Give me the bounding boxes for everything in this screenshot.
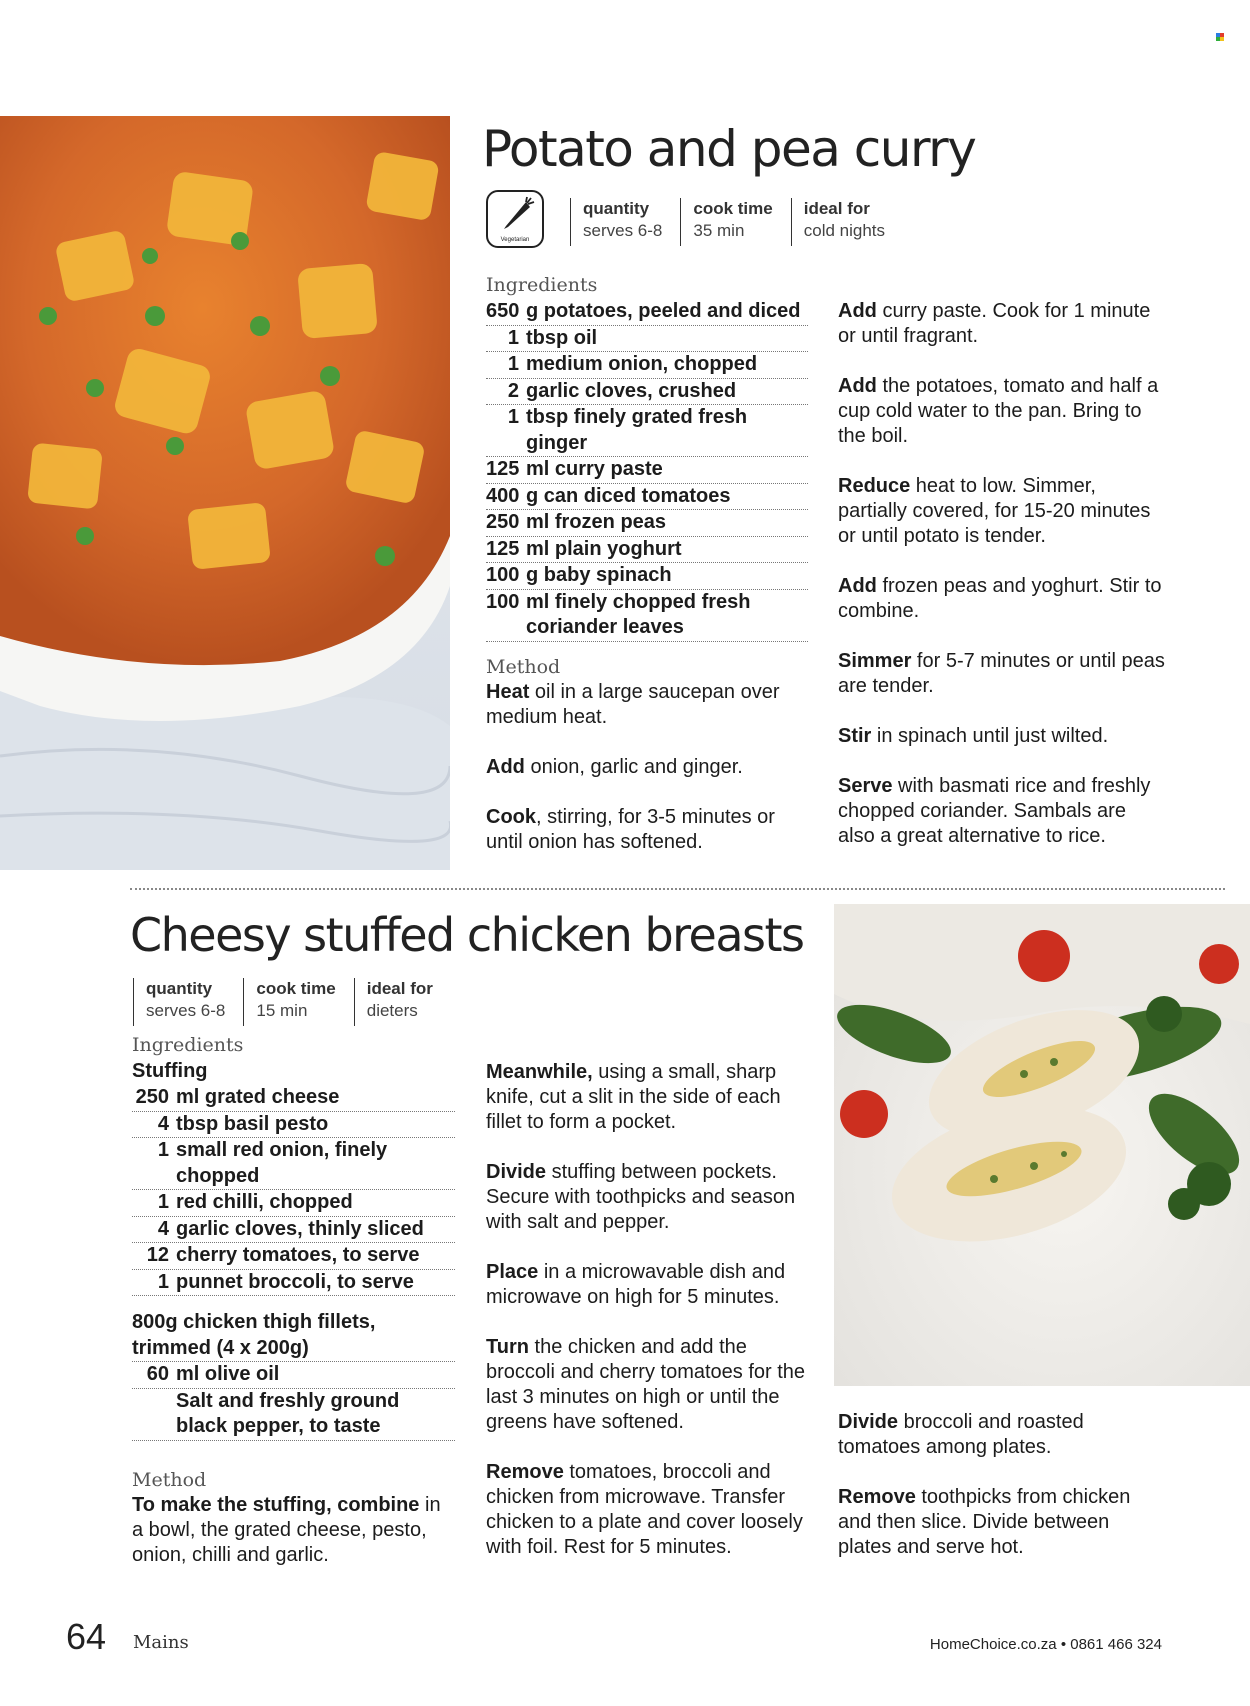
ingredient-qty: 4 — [157, 1217, 169, 1240]
method-heading: Method — [486, 656, 561, 678]
ingredient-item — [132, 1243, 455, 1270]
ingredient-qty: 650 — [486, 300, 520, 322]
step-text: with basmati rice and freshly chopped coriander. Sambals are also a great alternative to rice. — [838, 775, 1151, 847]
step-text: stuffing between pockets. Secure with toothpicks and season with salt and pepper. — [486, 1161, 796, 1233]
meta-ideal-for-value: cold nights — [803, 221, 886, 240]
potato-curry-photo — [0, 116, 450, 870]
footer-contact: HomeChoice.co.za • 0861 466 324 — [929, 1636, 1162, 1653]
ingredient-qty: 1 — [157, 1139, 169, 1161]
meta-ideal-for — [791, 198, 903, 246]
method-step — [838, 374, 1168, 449]
meta-ideal-for-label: ideal for — [366, 979, 433, 998]
method-step — [838, 724, 1168, 749]
ingredient-qty — [132, 1389, 176, 1440]
ingredient-item — [486, 326, 808, 353]
step-lead: Divide — [486, 1161, 547, 1183]
ingredient-qty: 400 — [486, 484, 520, 507]
ingredient-item — [486, 352, 808, 379]
vegetarian-badge-label: Vegetarian — [500, 237, 530, 243]
ingredient-text: chicken thigh fillets, trimmed (4 x 200g) — [132, 1311, 376, 1359]
recipe-title-potato-curry: Potato and pea curry — [482, 120, 976, 178]
ingredient-qty: 125 — [486, 537, 520, 560]
method-step — [486, 1160, 811, 1235]
step-lead: Add — [838, 575, 877, 597]
ingredient-item — [132, 1190, 455, 1217]
method-step — [486, 805, 806, 855]
ingredient-qty: 4 — [157, 1112, 169, 1135]
ingredient-qty: 800g — [132, 1311, 178, 1333]
step-lead: Heat — [486, 681, 530, 703]
ingredient-item — [486, 299, 808, 326]
method-step — [486, 1260, 811, 1310]
main-ingredients-list — [132, 1310, 455, 1441]
step-lead: Place — [486, 1261, 539, 1283]
ingredient-qty: 60 — [146, 1363, 169, 1385]
step-text: in a bowl, the grated cheese, pesto, onion, chilli and garlic. — [132, 1494, 441, 1566]
method-step — [486, 1460, 811, 1560]
stuffing-ingredients-list — [132, 1085, 455, 1296]
ingredient-item — [132, 1112, 455, 1139]
step-text: , stirring, for 3-5 minutes or until onion has softened. — [486, 806, 775, 853]
ingredient-qty: 1 — [507, 353, 519, 375]
method-step — [838, 1410, 1168, 1460]
ingredient-item — [486, 484, 808, 511]
ingredient-item — [486, 537, 808, 564]
meta-quantity-label: quantity — [146, 979, 213, 998]
ingredient-text: tbsp oil — [526, 326, 598, 349]
ingredient-text: tbsp finely grated fresh ginger — [526, 406, 748, 454]
corner-color-mark — [1216, 33, 1224, 41]
step-text: the potatoes, tomato and half a cup cold water to the pan. Bring to the boil. — [838, 375, 1159, 447]
method-step — [838, 474, 1168, 549]
ingredient-item — [486, 590, 808, 642]
step-text: onion, garlic and ginger. — [524, 756, 743, 778]
method-heading: Method — [132, 1469, 207, 1491]
ingredient-text: ml finely chopped fresh coriander leaves — [526, 590, 751, 638]
ingredient-item — [132, 1217, 455, 1244]
meta-cook-time-label: cook time — [693, 199, 773, 218]
stuffing-label: Stuffing — [132, 1060, 208, 1082]
ingredients-heading: Ingredients — [132, 1034, 244, 1056]
step-lead: Divide — [838, 1411, 899, 1433]
ingredient-qty: 1 — [507, 326, 519, 349]
step-text: using a small, sharp knife, cut a slit in the side of each fillet to form a pocket. — [486, 1061, 781, 1133]
ingredient-text: Salt and freshly ground black pepper, to taste — [176, 1389, 400, 1437]
step-lead: To make the stuffing, combine — [132, 1494, 420, 1516]
ingredient-text: punnet broccoli, to serve — [176, 1270, 414, 1293]
ingredient-item — [486, 510, 808, 537]
ingredient-line — [132, 1310, 455, 1361]
ingredient-text: g baby spinach — [526, 564, 672, 586]
method-steps-col1-stuffed-chicken — [132, 1493, 457, 1568]
ingredient-text: ml plain yoghurt — [526, 537, 682, 560]
step-text: in spinach until just wilted. — [871, 725, 1109, 747]
method-step — [486, 1060, 811, 1135]
method-step — [486, 1335, 811, 1435]
method-step — [486, 755, 806, 780]
step-lead: Serve — [838, 775, 893, 797]
recipe-meta-potato-curry — [570, 198, 903, 246]
ingredient-text: ml olive oil — [176, 1363, 280, 1385]
meta-quantity — [570, 198, 680, 246]
vegetarian-badge — [486, 190, 544, 248]
ingredient-item — [486, 563, 808, 590]
meta-cook-time — [680, 198, 790, 246]
ingredient-item — [486, 405, 808, 457]
recipe-title-stuffed-chicken: Cheesy stuffed chicken breasts — [130, 908, 804, 962]
meta-ideal-for-label: ideal for — [803, 199, 870, 218]
ingredient-text: g can diced tomatoes — [526, 484, 731, 507]
step-lead: Simmer — [838, 650, 912, 672]
meta-quantity-value: serves 6-8 — [146, 1001, 226, 1020]
meta-ideal-for-value: dieters — [366, 1001, 418, 1020]
ingredient-text: cherry tomatoes, to serve — [176, 1244, 420, 1266]
section-name: Mains — [133, 1632, 189, 1653]
ingredient-item — [132, 1310, 455, 1362]
ingredient-text: ml grated cheese — [176, 1086, 340, 1108]
stuffed-chicken-photo — [834, 904, 1250, 1386]
step-lead: Meanwhile, — [486, 1061, 593, 1083]
ingredient-item — [132, 1389, 455, 1441]
ingredient-qty: 100 — [486, 564, 520, 586]
ingredient-qty: 125 — [486, 458, 520, 480]
meta-cook-time — [243, 978, 353, 1026]
ingredient-qty: 1 — [507, 406, 519, 428]
ingredient-qty: 250 — [135, 1086, 169, 1108]
step-text: for 5-7 minutes or until peas are tender. — [838, 650, 1165, 697]
ingredient-text: garlic cloves, thinly sliced — [176, 1217, 424, 1240]
ingredient-text: medium onion, chopped — [526, 353, 758, 375]
ingredients-heading: Ingredients — [486, 274, 598, 296]
method-step — [838, 299, 1168, 349]
ingredient-text: small red onion, finely chopped — [176, 1139, 388, 1187]
step-text: broccoli and roasted tomatoes among plates. — [838, 1411, 1084, 1458]
step-lead: Add — [838, 300, 877, 322]
ingredient-item — [132, 1270, 455, 1297]
ingredient-text: tbsp basil pesto — [176, 1112, 329, 1135]
method-steps-col1-potato-curry — [486, 680, 806, 855]
method-steps-col3-stuffed-chicken — [838, 1410, 1168, 1560]
method-step — [838, 574, 1168, 624]
ingredient-text: garlic cloves, crushed — [526, 379, 737, 402]
step-lead: Add — [486, 756, 525, 778]
ingredient-item — [132, 1085, 455, 1112]
ingredient-text: ml frozen peas — [526, 511, 667, 533]
method-step — [132, 1493, 457, 1568]
ingredient-qty: 100 — [486, 590, 520, 613]
meta-quantity — [133, 978, 243, 1026]
ingredient-text: g potatoes, peeled and diced — [526, 300, 801, 322]
method-steps-col2-potato-curry — [838, 299, 1168, 849]
meta-quantity-value: serves 6-8 — [583, 221, 663, 240]
step-text: frozen peas and yoghurt. Stir to combine. — [838, 575, 1162, 622]
ingredient-qty: 12 — [146, 1244, 169, 1266]
ingredient-qty: 1 — [157, 1191, 169, 1213]
meta-cook-time-value: 15 min — [256, 1001, 308, 1020]
ingredient-text: red chilli, chopped — [176, 1191, 353, 1213]
step-lead: Add — [838, 375, 877, 397]
ingredients-list-potato-curry — [486, 299, 808, 642]
ingredient-item — [132, 1362, 455, 1389]
step-lead: Stir — [838, 725, 872, 747]
step-lead: Remove — [486, 1461, 564, 1483]
recipe-divider — [130, 888, 1225, 890]
step-text: toothpicks from chicken and then slice. Divide between plates and serve hot. — [838, 1486, 1131, 1558]
page-number: 64 — [66, 1616, 107, 1657]
step-lead: Cook — [486, 806, 536, 828]
ingredient-item — [132, 1138, 455, 1190]
method-step — [838, 1485, 1168, 1560]
ingredient-text: ml curry paste — [526, 458, 663, 480]
recipe-meta-stuffed-chicken — [133, 978, 451, 1026]
step-text: the chicken and add the broccoli and cherry tomatoes for the last 3 minutes on high or until the greens have softened. — [486, 1336, 806, 1433]
method-step — [486, 680, 806, 730]
ingredient-qty: 1 — [157, 1270, 169, 1293]
method-step — [838, 774, 1168, 849]
ingredient-item — [486, 379, 808, 406]
step-text: curry paste. Cook for 1 minute or until fragrant. — [838, 300, 1151, 347]
carrot-icon — [496, 196, 536, 234]
meta-quantity-label: quantity — [583, 199, 650, 218]
step-text: heat to low. Simmer, partially covered, for 15-20 minutes or until potato is tender. — [838, 475, 1151, 547]
ingredient-qty: 250 — [486, 511, 520, 533]
meta-ideal-for — [354, 978, 451, 1026]
step-lead: Reduce — [838, 475, 911, 497]
meta-cook-time-label: cook time — [256, 979, 336, 998]
meta-cook-time-value: 35 min — [693, 221, 745, 240]
step-text: oil in a large saucepan over medium heat. — [486, 681, 780, 728]
ingredient-qty: 2 — [507, 379, 519, 402]
step-text: tomatoes, broccoli and chicken from microwave. Transfer chicken to a plate and cover loosely with foil. Rest for 5 minutes. — [486, 1461, 803, 1558]
step-text: in a microwavable dish and microwave on high for 5 minutes. — [486, 1261, 786, 1308]
method-steps-col2-stuffed-chicken — [486, 1060, 811, 1560]
step-lead: Remove — [838, 1486, 916, 1508]
method-step — [838, 649, 1168, 699]
ingredient-item — [486, 457, 808, 484]
step-lead: Turn — [486, 1336, 529, 1358]
